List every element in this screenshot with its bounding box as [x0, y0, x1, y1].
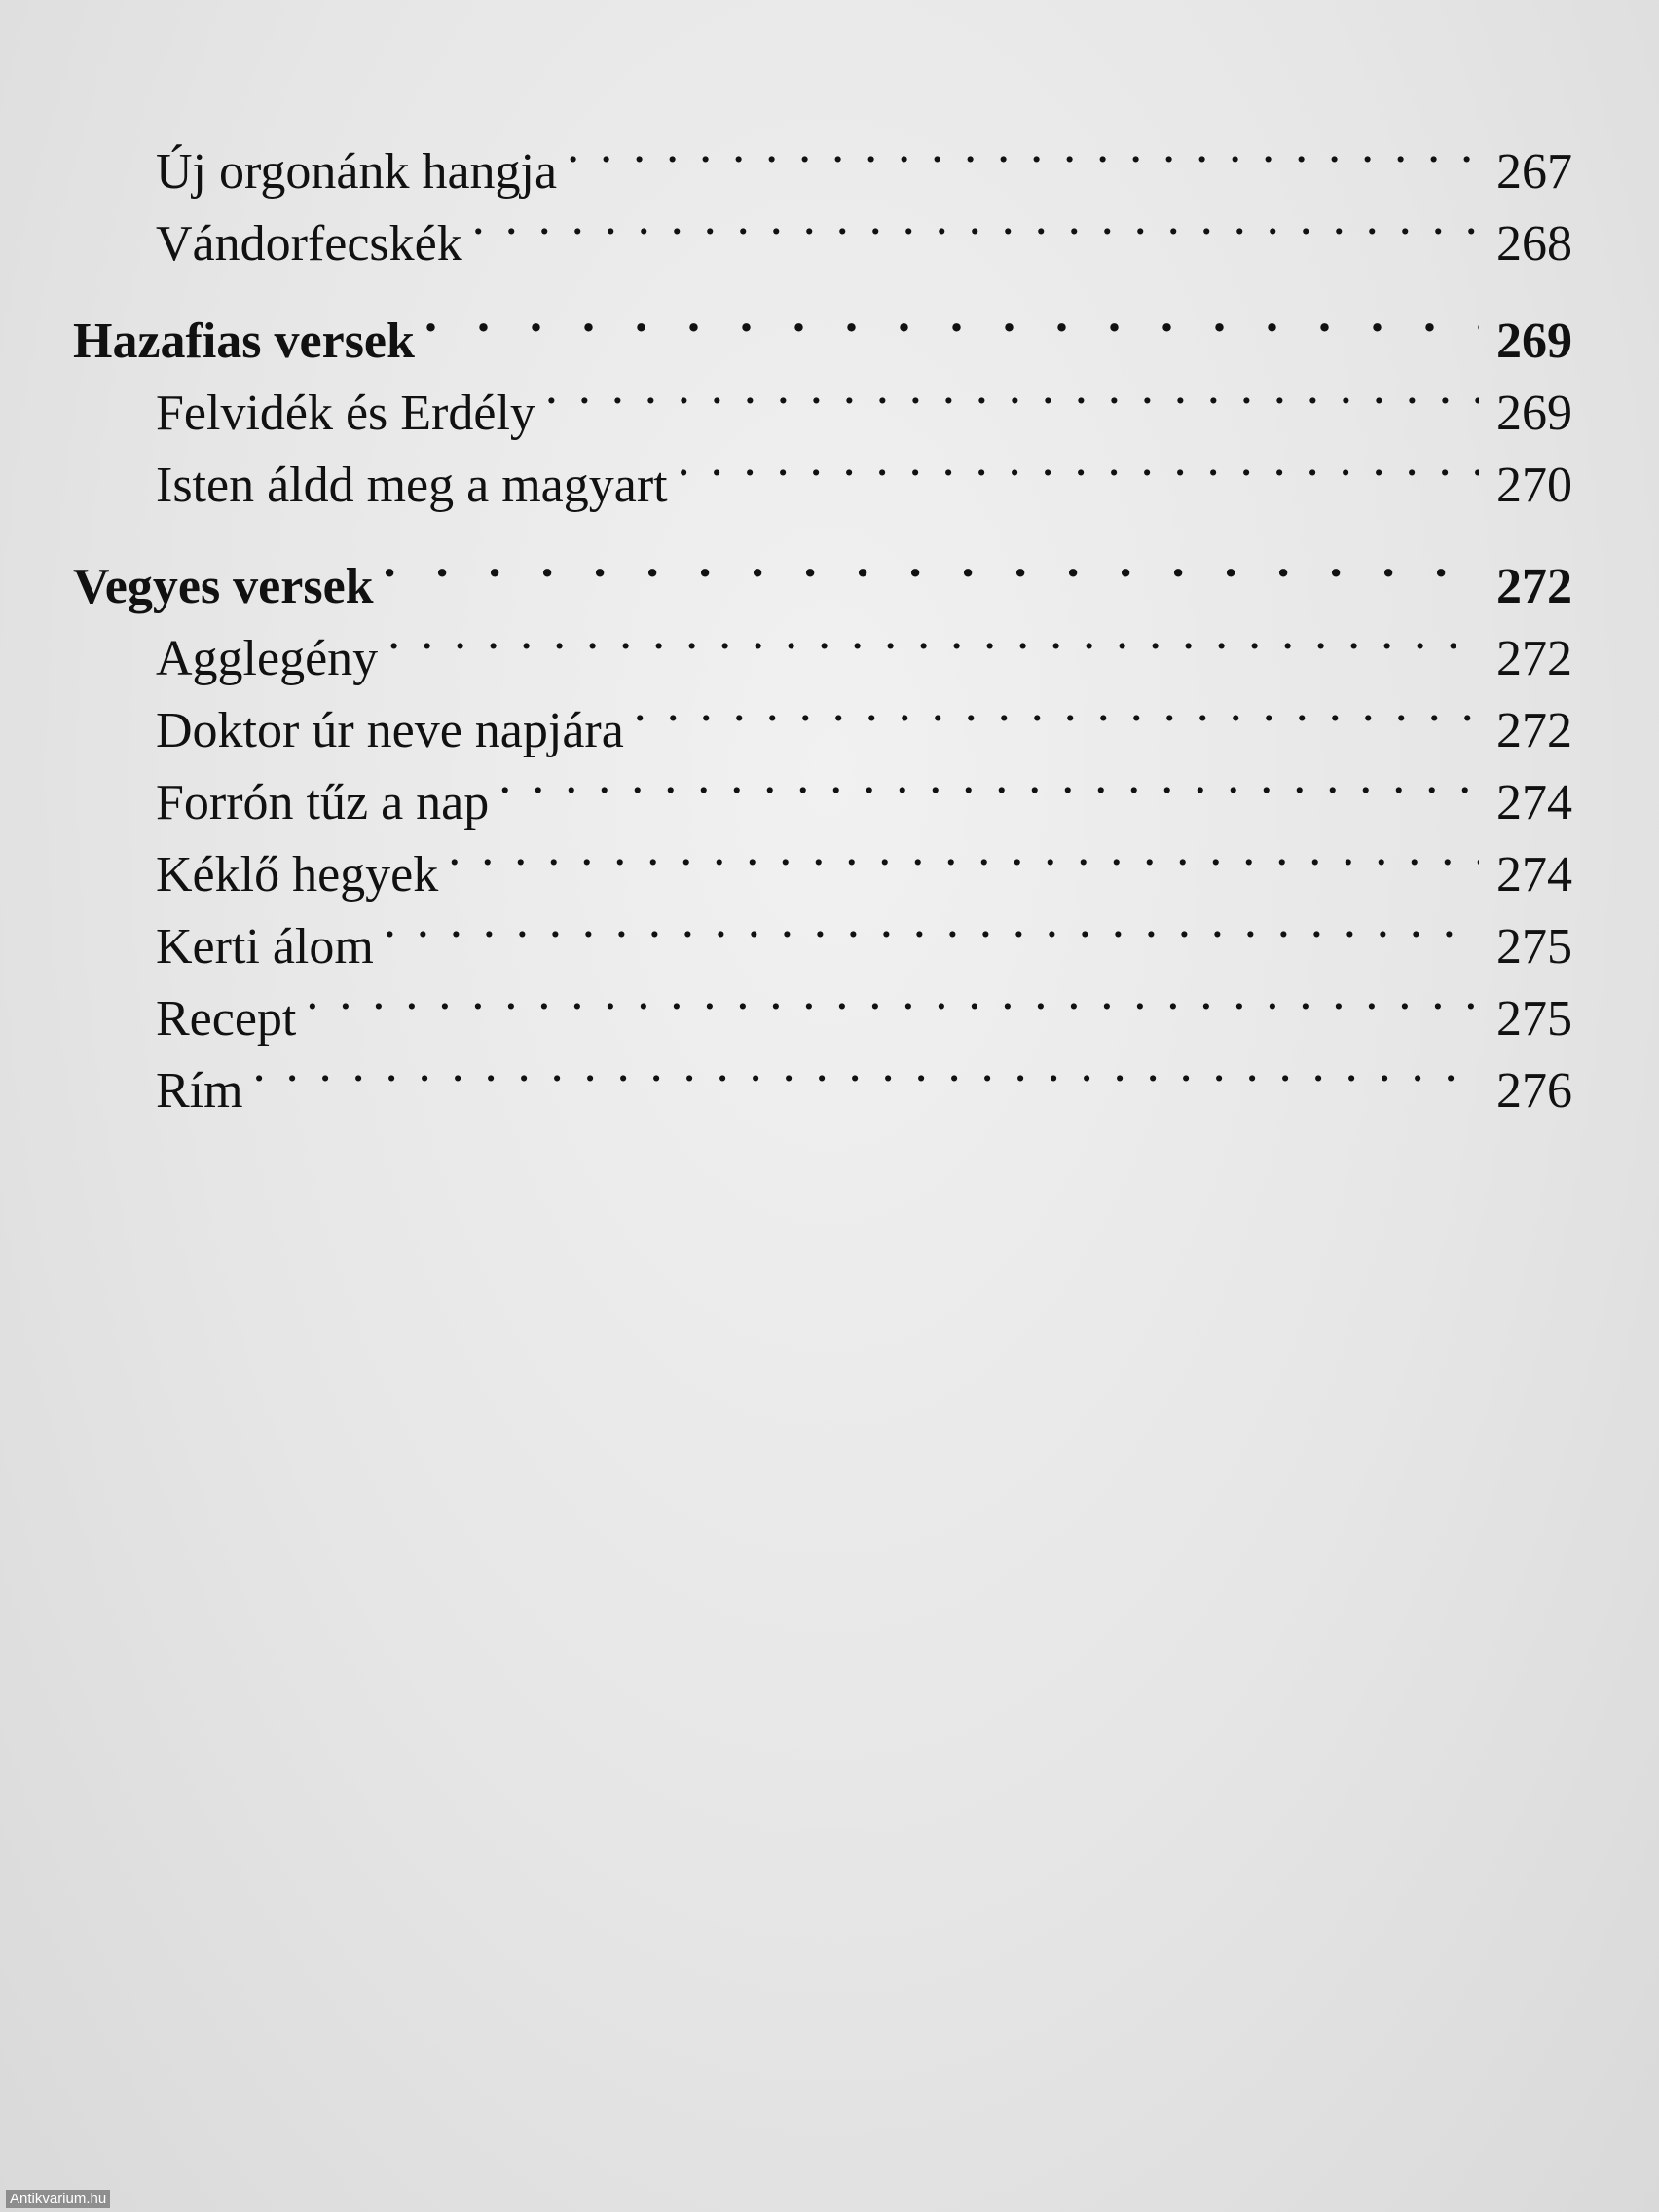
dot-leader: [472, 209, 1479, 260]
dot-leader: [634, 696, 1479, 747]
toc-entry-title: Kéklő hegyek: [156, 847, 439, 903]
toc-entry-title: Felvidék és Erdély: [156, 386, 535, 441]
toc-section-continued: [73, 136, 1572, 280]
dot-leader: [678, 451, 1479, 501]
toc-entry: [73, 695, 1572, 767]
toc-entry: [73, 136, 1572, 208]
dot-leader: [306, 984, 1479, 1035]
toc-entry: [73, 839, 1572, 911]
toc-entry: [73, 623, 1572, 695]
watermark: Antikvarium.hu: [6, 2190, 110, 2208]
toc-entry-title: Doktor úr neve napjára: [156, 703, 624, 758]
toc-section-heading: [73, 551, 1572, 623]
dot-leader: [545, 379, 1479, 429]
toc-entry-page: 275: [1496, 919, 1572, 975]
toc-entry-page: 270: [1496, 458, 1572, 513]
toc-entry-page: 267: [1496, 144, 1572, 200]
toc-section-vegyes: [73, 551, 1572, 1127]
toc-entry: [73, 983, 1572, 1055]
toc-entry: [73, 911, 1572, 983]
toc-entry-page: 275: [1496, 991, 1572, 1047]
dot-leader: [498, 768, 1479, 819]
toc-entry-page: 274: [1496, 847, 1572, 903]
toc-entry-title: Új orgonánk hangja: [156, 144, 558, 200]
toc-heading-title: Hazafias versek: [73, 313, 415, 369]
dot-leader: [387, 624, 1479, 675]
toc-heading-page: 269: [1496, 313, 1572, 369]
toc-entry-title: Rím: [156, 1063, 243, 1119]
dot-leader: [567, 137, 1479, 188]
toc-entry-title: Recept: [156, 991, 297, 1047]
dot-leader: [253, 1056, 1479, 1107]
toc-entry: [73, 378, 1572, 450]
toc-entry-page: 272: [1496, 631, 1572, 686]
dot-leader: [424, 307, 1479, 357]
toc-entry: [73, 767, 1572, 839]
dot-leader: [384, 912, 1479, 963]
toc-entry-page: 268: [1496, 216, 1572, 272]
dot-leader: [384, 552, 1479, 603]
toc-section-hazafias: [73, 306, 1572, 522]
toc-entry-page: 276: [1496, 1063, 1572, 1119]
toc-entry-title: Vándorfecskék: [156, 216, 462, 272]
toc-entry-title: Isten áldd meg a magyart: [156, 458, 668, 513]
table-of-contents: [73, 136, 1572, 1157]
toc-entry-title: Forrón tűz a nap: [156, 775, 490, 830]
toc-entry: [73, 1055, 1572, 1127]
toc-entry-title: Kerti álom: [156, 919, 374, 975]
toc-heading-title: Vegyes versek: [73, 559, 374, 614]
toc-entry-title: Agglegény: [156, 631, 379, 686]
toc-entry-page: 274: [1496, 775, 1572, 830]
toc-section-heading: [73, 306, 1572, 378]
dot-leader: [448, 840, 1479, 891]
toc-heading-page: 272: [1496, 559, 1572, 614]
toc-entry: [73, 208, 1572, 280]
toc-entry-page: 269: [1496, 386, 1572, 441]
toc-entry-page: 272: [1496, 703, 1572, 758]
toc-entry: [73, 450, 1572, 522]
